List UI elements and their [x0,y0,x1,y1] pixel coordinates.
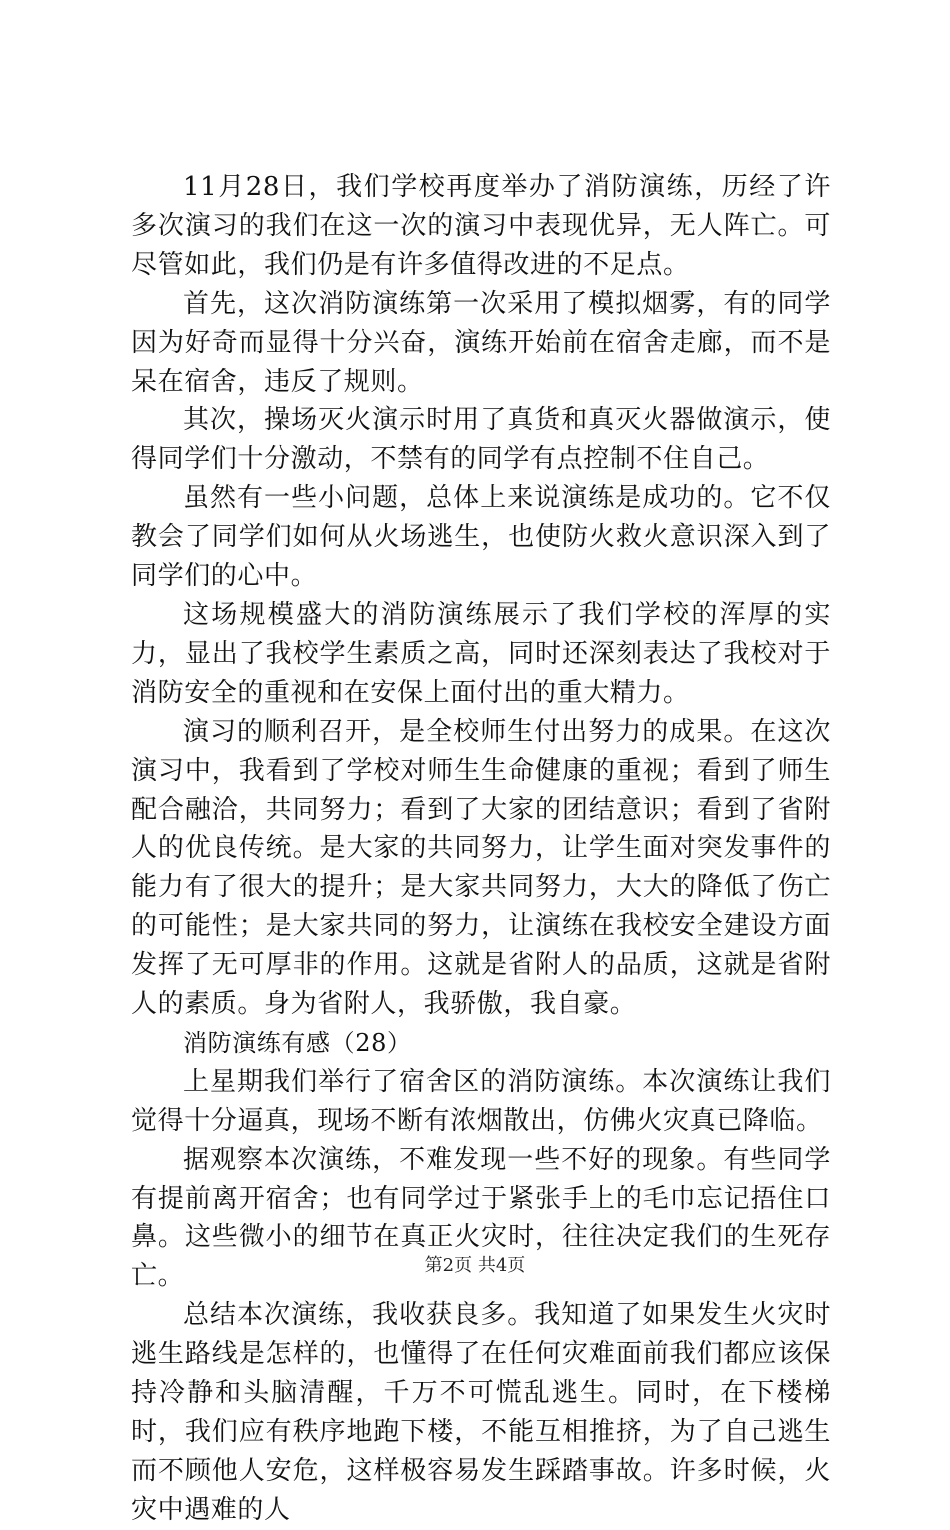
section-heading: 消防演练有感（28） [183,1028,412,1057]
paragraph-8: 据观察本次演练，不难发现一些不好的现象。有些同学有提前离开宿舍；也有同学过于紧张手上的毛巾忘记捂住口鼻。这些微小的细节在真正火灾时，往往决定我们的生死存亡。 [131,1144,831,1292]
paragraph-1: 11月28日，我们学校再度举办了消防演练，历经了许多次演习的我们在这一次的演习中表现优异，无人阵亡。可尽管如此，我们仍是有许多值得改进的不足点。 [131,172,831,280]
paragraph-9: 总结本次演练，我收获良多。我知道了如果发生火灾时逃生路线是怎样的，也懂得了在任何灾难面前我们都应该保持冷静和头脑清醒，千万不可慌乱逃生。同时，在下楼梯时，我们应有秩序地跑下楼，不能互相推挤，为了自己逃生而不顾他人安危，这样极容易发生踩踏事故。许多时候，火灾中遇难的人 [131,1300,831,1525]
paragraph-2: 首先，这次消防演练第一次采用了模拟烟雾，有的同学因为好奇而显得十分兴奋，演练开始前在宿舍走廊，而不是呆在宿舍，违反了规则。 [131,288,831,397]
paragraph-5: 这场规模盛大的消防演练展示了我们学校的浑厚的实力，显出了我校学生素质之高，同时还深刻表达了我校对于消防安全的重视和在安保上面付出的重大精力。 [131,599,831,708]
body-text [131,168,831,1530]
paragraph-3: 其次，操场灭火演示时用了真货和真灭火器做演示，使得同学们十分激动，不禁有的同学有点控制不住自己。 [131,405,831,475]
paragraph-7: 上星期我们举行了宿舍区的消防演练。本次演练让我们觉得十分逼真，现场不断有浓烟散出，仿佛火灾真已降临。 [131,1066,831,1136]
paragraph-6: 演习的顺利召开，是全校师生付出努力的成果。在这次演习中，我看到了学校对师生生命健康的重视；看到了师生配合融洽，共同努力；看到了大家的团结意识；看到了省附人的优良传统。是大家的共同努力，让学生面对突发事件的能力有了很大的提升；是大家共同努力，大大的降低了伤亡的可能性；是大家共同的努力，让演练在我校安全建设方面发挥了无可厚非的作用。这就是省附人的品质，这就是省附人的素质。身为省附人，我骄傲，我自豪。 [131,716,831,1020]
page-number-footer: 第2页 共4页 [424,1255,526,1276]
paragraph-4: 虽然有一些小问题，总体上来说演练是成功的。它不仅教会了同学们如何从火场逃生，也使防火救火意识深入到了同学们的心中。 [131,483,831,592]
